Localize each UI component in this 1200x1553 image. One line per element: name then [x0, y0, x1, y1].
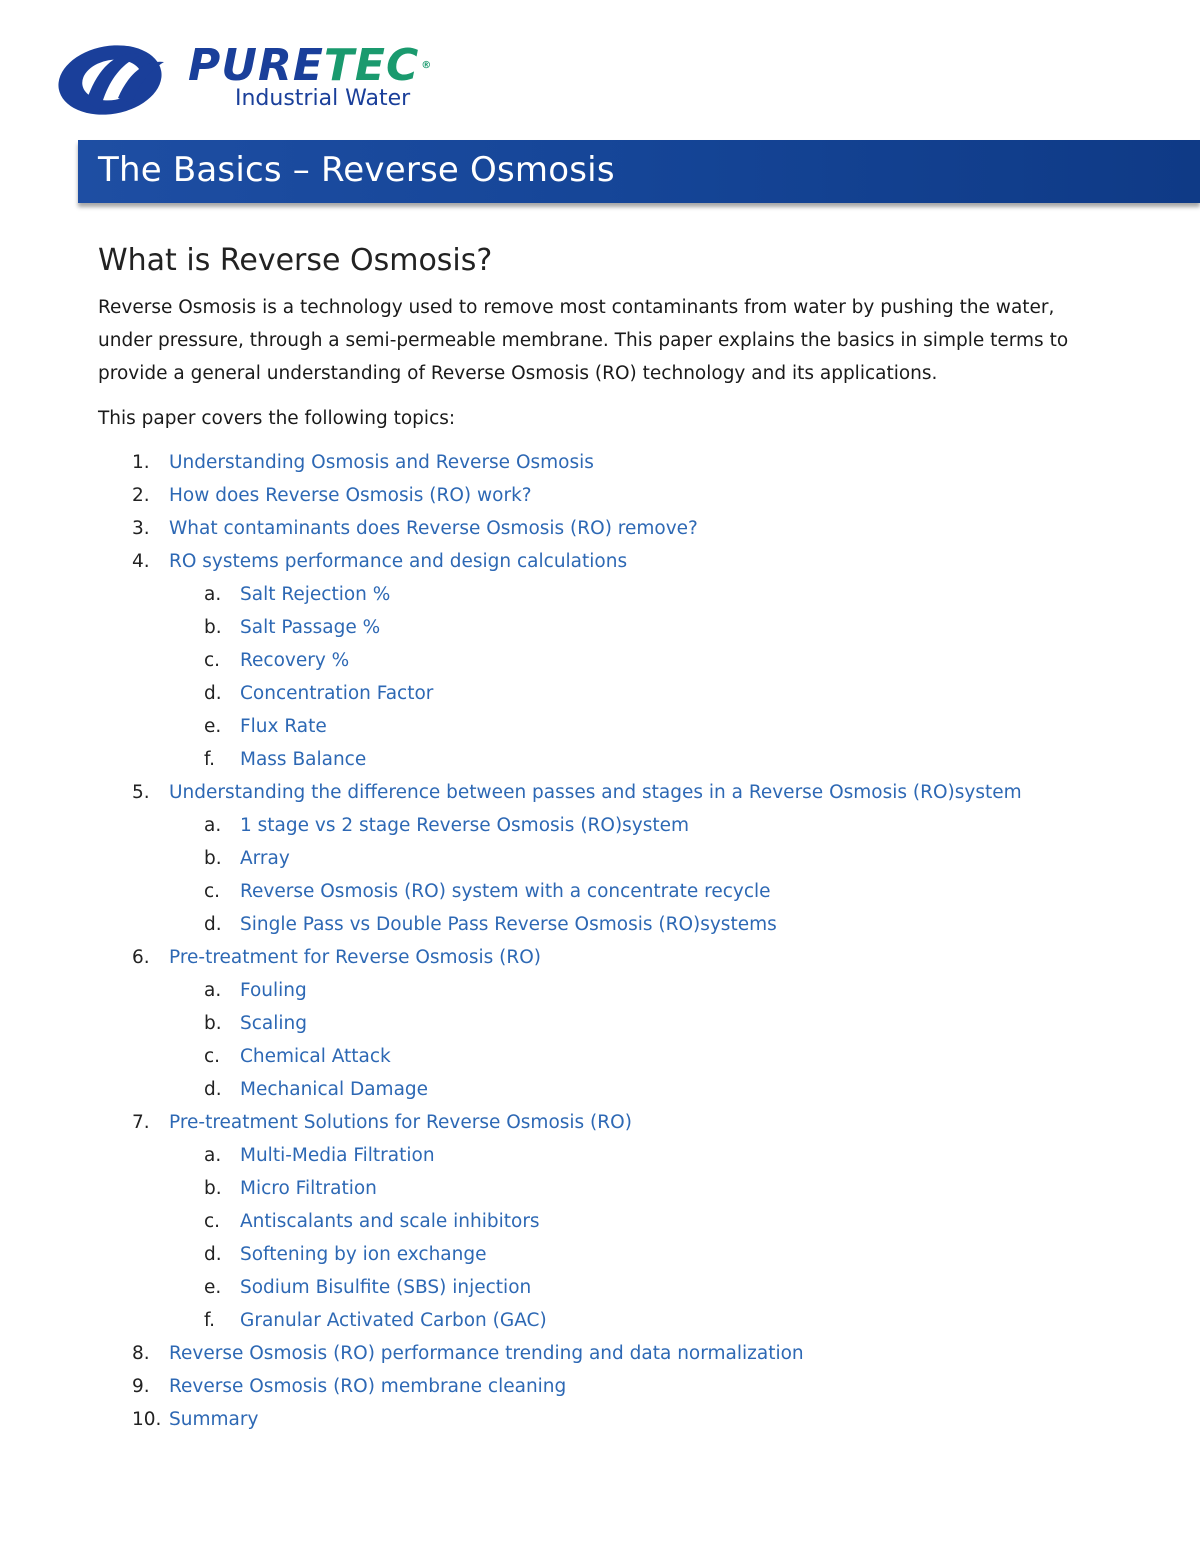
- toc-item-link[interactable]: How does Reverse Osmosis (RO) work?: [169, 485, 532, 506]
- toc-subitem: [0, 743, 1200, 776]
- toc-subitem: [0, 1172, 1200, 1205]
- toc-subitem: [0, 1073, 1200, 1106]
- section-heading: What is Reverse Osmosis?: [98, 243, 493, 278]
- toc-subitem: [0, 1238, 1200, 1271]
- toc-subitem: [0, 677, 1200, 710]
- toc-item-number: e.: [204, 1277, 222, 1298]
- toc-item: [0, 512, 1200, 545]
- toc-item-number: c.: [204, 1046, 221, 1067]
- toc-item-link[interactable]: Pre-treatment Solutions for Reverse Osmosis (RO): [169, 1112, 632, 1133]
- toc-item-link[interactable]: Salt Rejection %: [240, 584, 391, 605]
- toc-subitem: [0, 842, 1200, 875]
- toc-item-number: 6.: [132, 947, 150, 968]
- puretec-swoosh-icon: [52, 40, 192, 120]
- toc-item-link[interactable]: Array: [240, 848, 290, 869]
- toc-item-number: b.: [204, 617, 222, 638]
- toc-item-number: a.: [204, 584, 222, 605]
- toc-item-number: 9.: [132, 1376, 150, 1397]
- toc-item-link[interactable]: Reverse Osmosis (RO) performance trending and data normalization: [169, 1343, 804, 1364]
- toc-subitem: [0, 809, 1200, 842]
- toc-item-number: 8.: [132, 1343, 150, 1364]
- toc-item-number: 10.: [132, 1409, 162, 1430]
- toc-subitem: [0, 1304, 1200, 1337]
- toc-item-link[interactable]: Pre-treatment for Reverse Osmosis (RO): [169, 947, 542, 968]
- title-banner: [78, 140, 1200, 203]
- toc-item-link[interactable]: Reverse Osmosis (RO) system with a concentrate recycle: [240, 881, 771, 902]
- toc-item: [0, 776, 1200, 809]
- toc-item-link[interactable]: Recovery %: [240, 650, 350, 671]
- brand-primary: PURE: [188, 40, 324, 91]
- toc-item-link[interactable]: Softening by ion exchange: [240, 1244, 487, 1265]
- toc-item-number: a.: [204, 815, 222, 836]
- toc-item-link[interactable]: Concentration Factor: [240, 683, 434, 704]
- toc-item-link[interactable]: Antiscalants and scale inhibitors: [240, 1211, 540, 1232]
- toc-item-number: b.: [204, 848, 222, 869]
- toc-subitem: [0, 908, 1200, 941]
- toc-subitem: [0, 1007, 1200, 1040]
- toc-subitem: [0, 1271, 1200, 1304]
- topics-intro: This paper covers the following topics:: [98, 408, 456, 429]
- toc-item-number: f.: [204, 749, 216, 770]
- toc-item-link[interactable]: Mass Balance: [240, 749, 367, 770]
- toc-item-number: d.: [204, 914, 222, 935]
- toc-subitem: [0, 974, 1200, 1007]
- toc-item-number: a.: [204, 980, 222, 1001]
- toc-item: [0, 1106, 1200, 1139]
- toc-item-link[interactable]: RO systems performance and design calculations: [169, 551, 628, 572]
- toc-item-link[interactable]: Understanding Osmosis and Reverse Osmosis: [169, 452, 594, 473]
- toc-item-link[interactable]: Fouling: [240, 980, 307, 1001]
- toc-item-number: 5.: [132, 782, 150, 803]
- toc-item-link[interactable]: Micro Filtration: [240, 1178, 377, 1199]
- toc-item: [0, 479, 1200, 512]
- toc-item-number: d.: [204, 1079, 222, 1100]
- toc-subitem: [0, 578, 1200, 611]
- toc-item-number: c.: [204, 650, 221, 671]
- toc-item: [0, 1370, 1200, 1403]
- toc-item-link[interactable]: Sodium Bisulfite (SBS) injection: [240, 1277, 532, 1298]
- toc-item-link[interactable]: Chemical Attack: [240, 1046, 391, 1067]
- toc-item-link[interactable]: Summary: [169, 1409, 259, 1430]
- toc-item-number: c.: [204, 1211, 221, 1232]
- toc-item-number: 2.: [132, 485, 150, 506]
- toc-item-number: c.: [204, 881, 221, 902]
- toc-item-link[interactable]: Granular Activated Carbon (GAC): [240, 1310, 547, 1331]
- toc-item-link[interactable]: Salt Passage %: [240, 617, 381, 638]
- toc-item-link[interactable]: Flux Rate: [240, 716, 327, 737]
- intro-paragraph: Reverse Osmosis is a technology used to remove most contaminants from water by pushing the water, under pressure, through a semi-permeable membrane. This paper explains the basics in simple terms to provide a general understanding of Reverse Osmosis (RO) technology and its applications.: [98, 297, 1069, 384]
- brand-tagline: Industrial Water: [235, 86, 411, 111]
- brand-secondary: TEC: [323, 40, 420, 91]
- toc-item-number: b.: [204, 1013, 222, 1034]
- toc-subitem: [0, 1040, 1200, 1073]
- toc-item-number: 1.: [132, 452, 150, 473]
- toc-item-link[interactable]: Reverse Osmosis (RO) membrane cleaning: [169, 1376, 567, 1397]
- toc-item: [0, 545, 1200, 578]
- toc-item-link[interactable]: Understanding the difference between passes and stages in a Reverse Osmosis (RO)system: [169, 782, 1022, 803]
- toc-item-link[interactable]: Single Pass vs Double Pass Reverse Osmosis (RO)systems: [240, 914, 777, 935]
- toc-item-link[interactable]: Mechanical Damage: [240, 1079, 429, 1100]
- toc-item: [0, 446, 1200, 479]
- toc-subitem: [0, 1139, 1200, 1172]
- toc-item-number: 7.: [132, 1112, 150, 1133]
- toc-item-link[interactable]: What contaminants does Reverse Osmosis (RO) remove?: [169, 518, 698, 539]
- toc-subitem: [0, 875, 1200, 908]
- toc-item-number: d.: [204, 1244, 222, 1265]
- toc-subitem: [0, 611, 1200, 644]
- toc-item-number: b.: [204, 1178, 222, 1199]
- page-title: The Basics – Reverse Osmosis: [98, 150, 615, 190]
- puretec-logo: [52, 40, 472, 120]
- toc-item-number: a.: [204, 1145, 222, 1166]
- toc-item-number: d.: [204, 683, 222, 704]
- toc-item: [0, 941, 1200, 974]
- registered-mark: ®: [421, 60, 433, 71]
- brand-wordmark: [188, 40, 433, 91]
- toc-item-link[interactable]: Multi-Media Filtration: [240, 1145, 435, 1166]
- toc-item: [0, 1403, 1200, 1436]
- toc-item-number: 3.: [132, 518, 150, 539]
- toc-item-link[interactable]: Scaling: [240, 1013, 307, 1034]
- toc-subitem: [0, 710, 1200, 743]
- toc-subitem: [0, 644, 1200, 677]
- toc-item: [0, 1337, 1200, 1370]
- toc-item-link[interactable]: 1 stage vs 2 stage Reverse Osmosis (RO)system: [240, 815, 690, 836]
- table-of-contents: [0, 446, 1200, 1436]
- toc-item-number: 4.: [132, 551, 150, 572]
- toc-item-number: e.: [204, 716, 222, 737]
- toc-subitem: [0, 1205, 1200, 1238]
- toc-item-number: f.: [204, 1310, 216, 1331]
